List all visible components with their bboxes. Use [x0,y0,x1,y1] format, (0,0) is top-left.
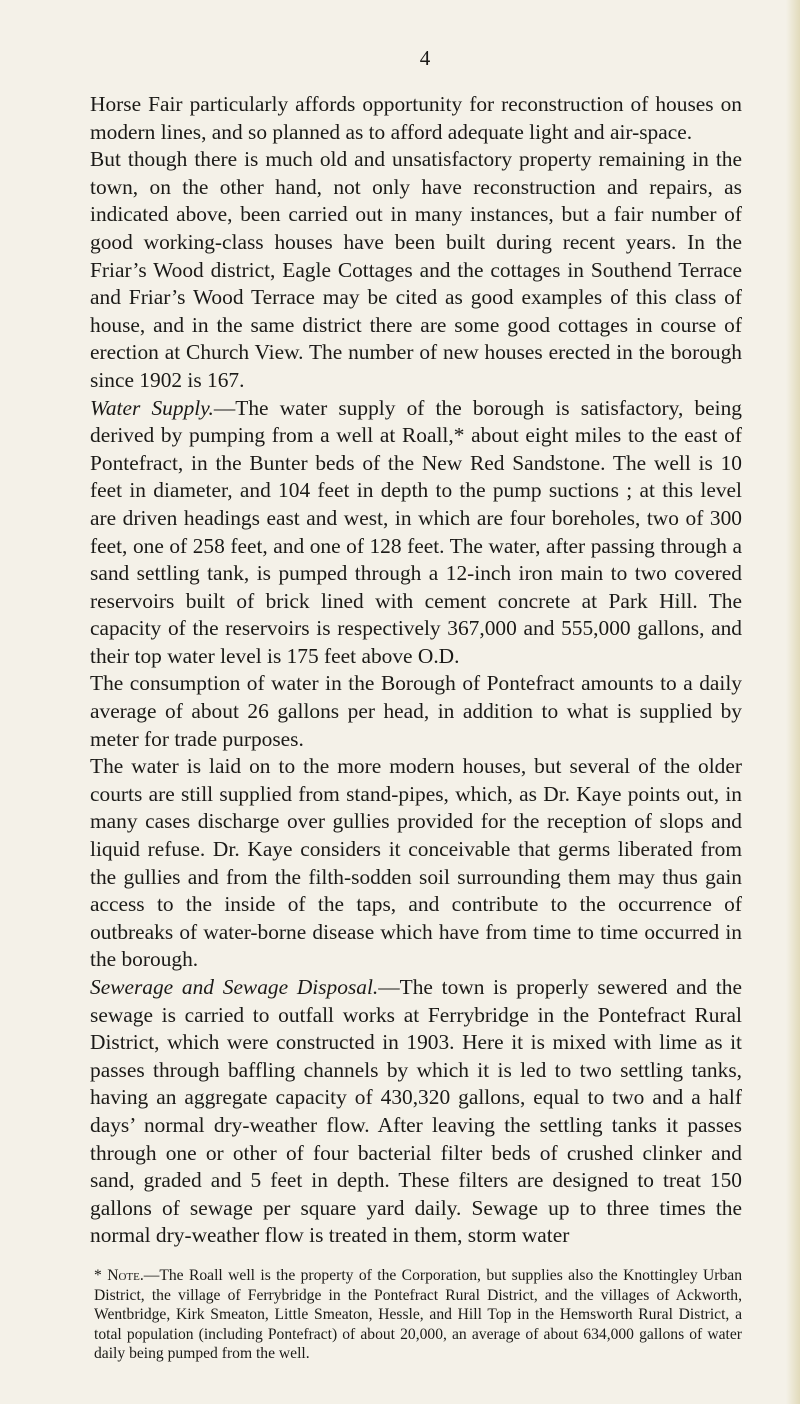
paragraph-text: The consumption of water in the Borough of Pontefract amounts to a daily average of about 26 gallons per head, in addition to what is supplied by meter for trade purposes. [90,671,742,751]
section-heading-sewerage: Sewerage and Sewage Disposal. [90,975,379,999]
paragraph-text: But though there is much old and unsatisfactory property remaining in the town, on the other hand, not only have reconstruction and repairs, as indicated above, been carried out in many instances, but a fair number of good working-class houses have been built during recent years. In the Friar’s Wood district, Eagle Cottages and the cottages in Southend Terrace and Friar’s Wood Terrace may be cited as good examples of this class of house, and in the same district there are some good cottages in course of erection at Church View. The number of new houses erected in the borough since 1902 is 167. [90,147,742,392]
paragraph-text: —The town is properly sewered and the sewage is carried to outfall works at Ferrybridge in the Pontefract Rural District, which were constructed in 1903. Here it is mixed with lime as it passes through baffling channels by which it is led to two settling tanks, having an aggregate capacity of 430,320 gallons, equal to two and a half days’ normal dry-weather flow. After leaving the settling tanks it passes through one or other of four bacterial filter beds of crushed clinker and sand, graded and 5 feet in depth. These filters are designed to treat 150 gallons of sewage per square yard daily. Sewage up to three times the normal dry-weather flow is treated in them, storm water [90,975,742,1248]
paragraph-consumption [90,670,742,753]
footnote [90,1266,742,1364]
body-text [90,91,742,1250]
page-edge-shading [786,0,800,1404]
paragraph-stand-pipes [90,753,742,974]
footnote-label: * Note. [94,1266,144,1284]
page-number: 4 [419,46,431,70]
paragraph-text: Horse Fair particularly affords opportunity for reconstruction of houses on modern lines, and so planned as to afford adequate light and air-space. [90,92,742,144]
paragraph-new-houses [90,146,742,394]
paragraph-water-supply [90,395,742,671]
paragraph-sewerage [90,974,742,1250]
paragraph-text: The water is laid on to the more modern houses, but several of the older courts are still supplied from stand-pipes, which, as Dr. Kaye points out, in many cases discharge over gullies provided for the reception of slops and liquid refuse. Dr. Kaye considers it conceivable that germs liberated from the gullies and from the filth-sodden soil surrounding them may thus gain access to the inside of the taps, and contribute to the occurrence of outbreaks of water-borne disease which have from time to time occurred in the borough. [90,754,742,972]
paragraph-text: —The water supply of the borough is satisfactory, being derived by pumping from a well at Roall,* about eight miles to the east of Pontefract, in the Bunter beds of the New Red Sandstone. The well is 10 feet in diameter, and 104 feet in depth to the pump suctions ; at this level are driven headings east and west, in which are four boreholes, two of 300 feet, one of 258 feet, and one of 128 feet. The water, after passing through a sand settling tank, is pumped through a 12-inch iron main to two covered reservoirs built of brick lined with cement concrete at Park Hill. The capacity of the reservoirs is respectively 367,000 and 555,000 gallons, and their top water level is 175 feet above O.D. [90,395,743,668]
section-heading-water-supply: Water Supply. [90,395,214,420]
footnote-text: —The Roall well is the property of the Corporation, but supplies also the Knottingley Urban District, the village of Ferrybridge in the Pontefract Rural District, and the villages of Ackworth, Wentbridge, Kirk Smeaton, Little Smeaton, Hessle, and Hill Top in the Hemsworth Rural District, a total population (including Pontefract) of about 20,000, an average of about 634,000 gallons of water daily being pumped from the well. [94,1266,742,1363]
paragraph-horse-fair [90,91,742,146]
